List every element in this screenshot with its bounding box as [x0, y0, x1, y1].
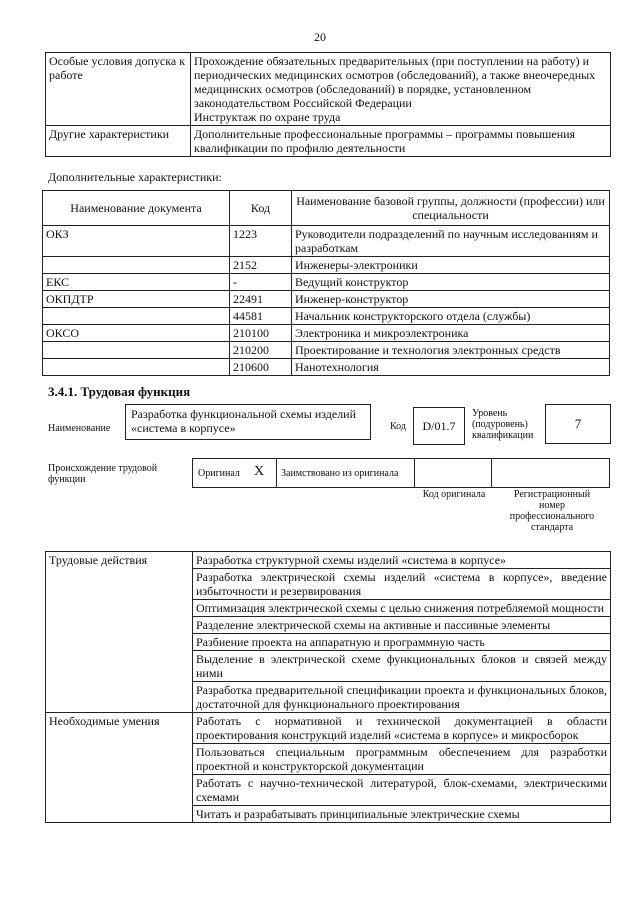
table-row	[43, 325, 610, 342]
row-label: Другие характеристики	[46, 126, 191, 157]
code-cell: 210100	[230, 325, 292, 342]
row-label: Необходимые умения	[46, 713, 193, 823]
list-item: Оптимизация электрической схемы с целью снижения потребляемой мощности	[193, 600, 611, 617]
doc-cell: ЕКС	[43, 274, 230, 291]
row-line: Инструктаж по охране труда	[194, 110, 341, 124]
name-label: Наименование	[48, 423, 111, 434]
row-label: Особые условия допуска к работе	[46, 53, 191, 126]
origin-code-caption: Код оригинала	[422, 489, 486, 500]
function-code-box: D/01.7	[413, 407, 465, 445]
table-header-row	[43, 191, 610, 226]
code-cell: 22491	[230, 291, 292, 308]
doc-cell: ОКСО	[43, 325, 230, 342]
additional-heading: Дополнительные характеристики:	[48, 170, 222, 184]
table-row	[46, 713, 611, 744]
code-cell: 210200	[230, 342, 292, 359]
code-cell: 2152	[230, 257, 292, 274]
level-label: Уровень (подуровень) квалификации	[472, 408, 534, 441]
table-row	[43, 359, 610, 376]
doc-cell	[43, 359, 230, 376]
list-item: Разработка электрической схемы изделий «система в корпусе», введение избыточности и резервирования	[193, 569, 611, 600]
row-value	[191, 126, 611, 157]
name-cell: Электроника и микроэлектроника	[292, 325, 610, 342]
page-number: 20	[314, 30, 326, 44]
divider	[414, 458, 415, 487]
table-row	[46, 53, 611, 126]
doc-cell	[43, 342, 230, 359]
code-label: Код	[390, 421, 406, 432]
code-cell: 1223	[230, 226, 292, 257]
level-box: 7	[545, 404, 611, 444]
table-row	[43, 274, 610, 291]
borrowed-label: Заимствовано из оригинала	[281, 468, 399, 479]
table-row	[43, 342, 610, 359]
doc-cell: ОКЗ	[43, 226, 230, 257]
divider	[276, 458, 277, 487]
original-mark: X	[254, 464, 265, 479]
name-cell: Инженер-конструктор	[292, 291, 610, 308]
table-row	[43, 291, 610, 308]
list-item: Разделение электрической схемы на активные и пассивные элементы	[193, 617, 611, 634]
doc-cell	[43, 257, 230, 274]
doc-cell	[43, 308, 230, 325]
row-value	[191, 53, 611, 126]
list-item: Разработка структурной схемы изделий «система в корпусе»	[193, 552, 611, 569]
function-name-box: Разработка функциональной схемы изделий «система в корпусе»	[125, 404, 371, 440]
header-cell: Код	[230, 191, 292, 226]
table-row	[43, 226, 610, 257]
list-item: Пользоваться специальным программным обеспечением для разработки проектной и конструкторской документации	[193, 744, 611, 775]
conditions-table	[45, 52, 611, 157]
list-item: Разработка предварительной спецификации проекта и функциональных блоков, достаточной для функционального проектирования	[193, 682, 611, 713]
name-cell: Начальник конструкторского отдела (службы)	[292, 308, 610, 325]
list-item: Работать с научно-технической литературой, блок-схемами, электрическими схемами	[193, 775, 611, 806]
name-cell: Инженеры-электроники	[292, 257, 610, 274]
table-row	[46, 126, 611, 157]
row-line: Дополнительные профессиональные программы – программы повышения квалификации по профилю деятельности	[194, 127, 576, 155]
list-item: Разбиение проекта на аппаратную и программную часть	[193, 634, 611, 651]
list-item: Читать и разрабатывать принципиальные электрические схемы	[193, 806, 611, 823]
list-item: Работать с нормативной и технической документацией в области проектирования конструкций изделий «система в корпусе» и микросборок	[193, 713, 611, 744]
code-cell: 210600	[230, 359, 292, 376]
reg-number-caption: Регистрационный номер профессионального стандарта	[509, 489, 595, 533]
characteristics-table	[42, 190, 610, 376]
table-row	[43, 257, 610, 274]
tasks-table	[45, 551, 611, 823]
name-cell: Проектирование и технология электронных средств	[292, 342, 610, 359]
name-cell: Руководители подразделений по научным исследованиям и разработкам	[292, 226, 610, 257]
doc-cell: ОКПДТР	[43, 291, 230, 308]
code-cell: 44581	[230, 308, 292, 325]
header-cell: Наименование базовой группы, должности (профессии) или специальности	[292, 191, 610, 226]
row-line: Прохождение обязательных предварительных (при поступлении на работу) и периодических медицинских осмотров (обследований), а также внеочередных медицинских осмотров (обследований) в порядке, установленном законодательством Российской Федерации	[194, 54, 596, 110]
original-label: Оригинал	[198, 468, 240, 479]
name-cell: Ведущий конструктор	[292, 274, 610, 291]
table-row	[46, 552, 611, 569]
row-label: Трудовые действия	[46, 552, 193, 713]
header-cell: Наименование документа	[43, 191, 230, 226]
section-title: 3.4.1. Трудовая функция	[48, 384, 191, 399]
code-cell: -	[230, 274, 292, 291]
table-row	[43, 308, 610, 325]
name-cell: Нанотехнология	[292, 359, 610, 376]
origin-label: Происхождение трудовой функции	[48, 463, 158, 485]
list-item: Выделение в электрической схеме функциональных блоков и связей между ними	[193, 651, 611, 682]
divider	[491, 458, 492, 487]
